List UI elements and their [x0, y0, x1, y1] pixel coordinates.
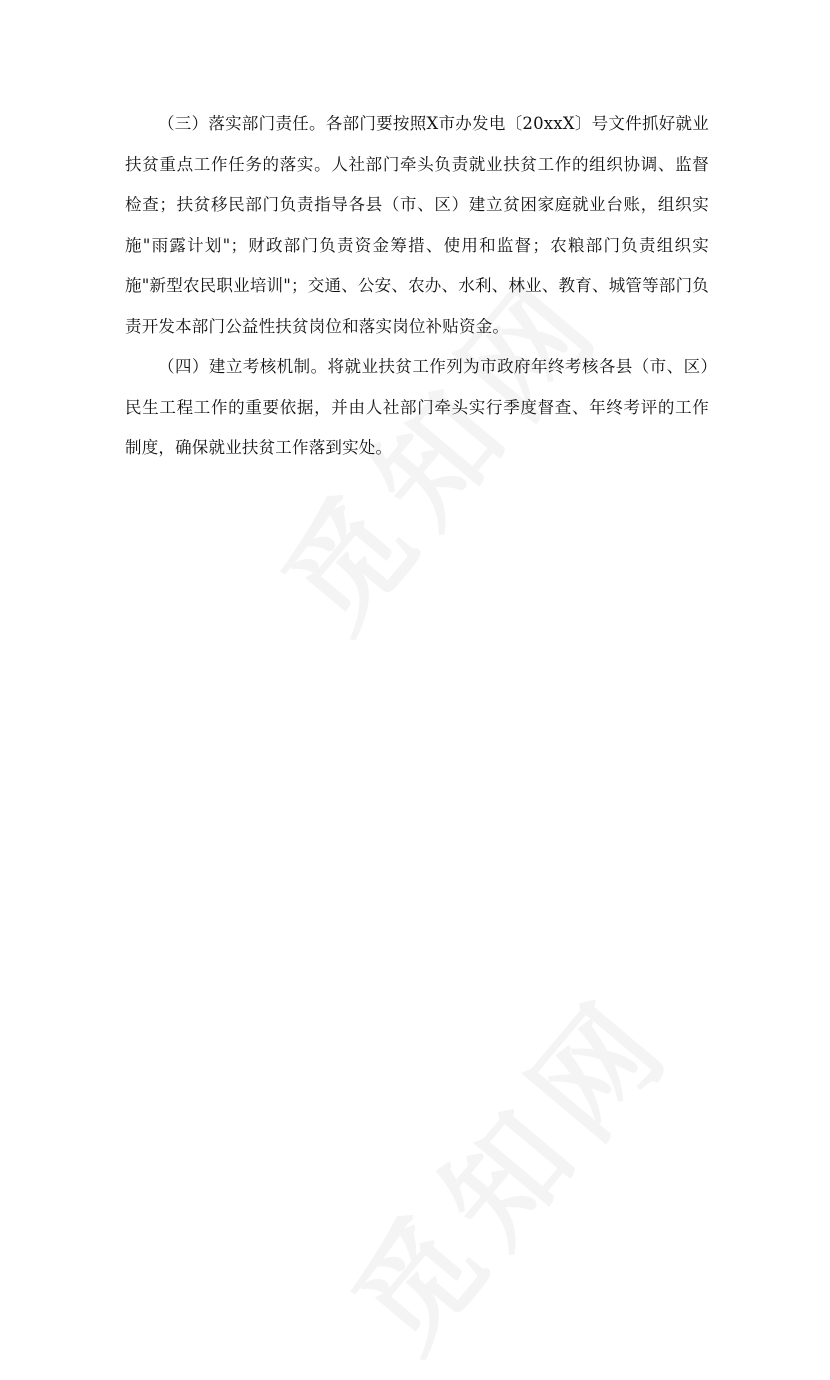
document-body [125, 104, 709, 469]
watermark [308, 952, 706, 1380]
paragraph-department-responsibility: （三）落实部门责任。各部门要按照X市办发电〔20xxX〕号文件抓好就业扶贫重点工作任务的落实。人社部门牵头负责就业扶贫工作的组织协调、监督检查；扶贫移民部门负责指导各县（市、区）建立贫困家庭就业台账，组织实施"雨露计划"；财政部门负责资金筹措、使用和监督；农粮部门负责组织实施"新型农民职业培训"；交通、公安、农办、水利、林业、教育、城管等部门负责开发本部门公益性扶贫岗位和落实岗位补贴资金。 [125, 114, 709, 336]
paragraph-assessment-mechanism: （四）建立考核机制。将就业扶贫工作列为市政府年终考核各县（市、区）民生工程工作的重要依据，并由人社部门牵头实行季度督查、年终考评的工作制度，确保就业扶贫工作落到实处。 [125, 357, 709, 457]
